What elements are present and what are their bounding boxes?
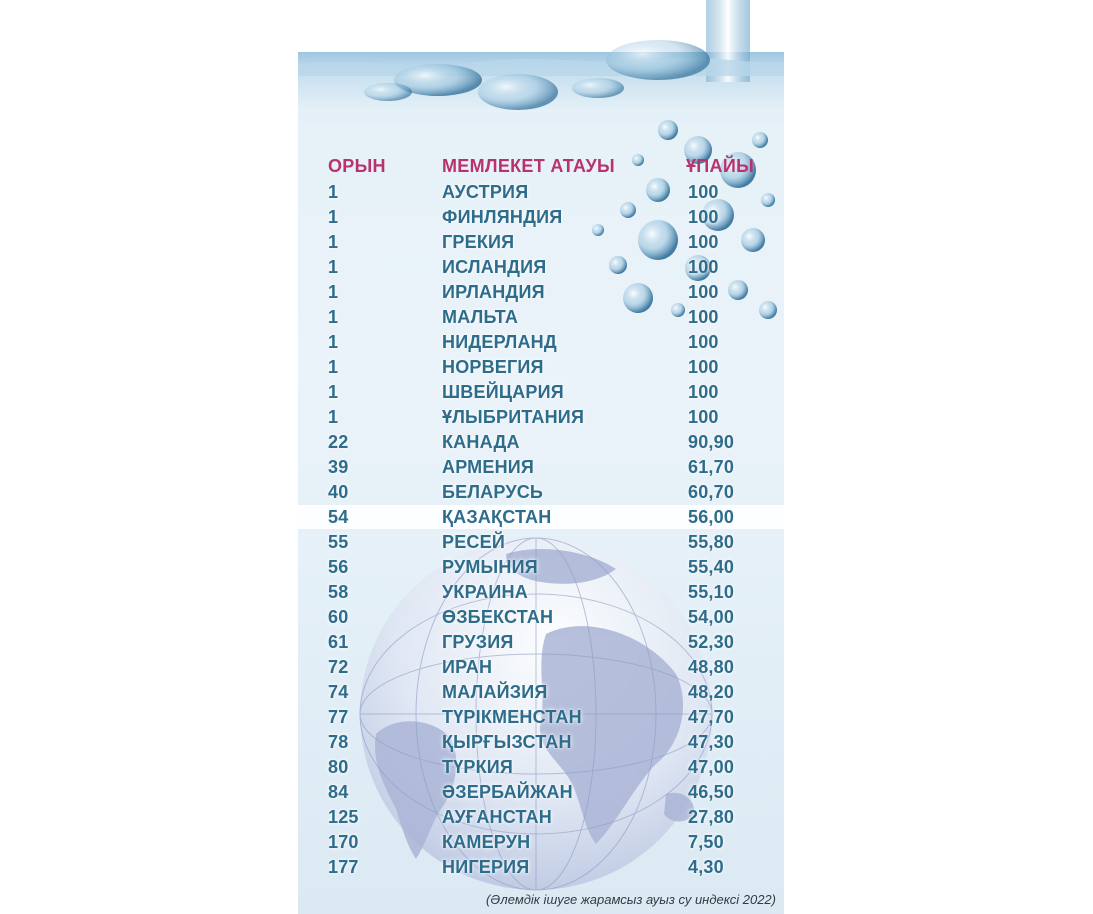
table-row: [298, 205, 784, 230]
row-country: РЕСЕЙ: [442, 532, 505, 552]
row-country: МАЛАЙЗИЯ: [442, 682, 548, 702]
table-row: [298, 680, 784, 705]
row-rank: 58: [328, 582, 349, 602]
row-country: БЕЛАРУСЬ: [442, 482, 544, 502]
row-rank: 78: [328, 732, 349, 752]
row-score: 46,50: [688, 782, 735, 802]
table-row: [298, 405, 784, 430]
table-row: [298, 355, 784, 380]
row-score: 100: [688, 382, 719, 402]
table-row: [298, 380, 784, 405]
row-score: 100: [688, 257, 719, 277]
row-country: УКРАИНА: [442, 582, 528, 602]
row-country: НИДЕРЛАНД: [442, 332, 557, 352]
row-country: ШВЕЙЦАРИЯ: [442, 382, 564, 402]
table-row: [298, 305, 784, 330]
row-country: МАЛЬТА: [442, 307, 519, 327]
table-row: [298, 780, 784, 805]
row-rank: 125: [328, 807, 359, 827]
row-score: 47,30: [688, 732, 735, 752]
row-country: РУМЫНИЯ: [442, 557, 538, 577]
table-row: [298, 230, 784, 255]
row-score: 100: [688, 207, 719, 227]
row-score: 48,20: [688, 682, 735, 702]
row-score: 55,40: [688, 557, 735, 577]
row-score: 52,30: [688, 632, 735, 652]
row-score: 55,10: [688, 582, 735, 602]
row-country: ТҮРКИЯ: [442, 757, 514, 777]
row-country: НИГЕРИЯ: [442, 857, 530, 877]
table-row: [298, 655, 784, 680]
row-country: ҰЛЫБРИТАНИЯ: [442, 407, 585, 427]
row-rank: 1: [328, 232, 339, 252]
row-score: 100: [688, 282, 719, 302]
row-rank: 72: [328, 657, 349, 677]
row-country: КАМЕРУН: [442, 832, 531, 852]
row-score: 100: [688, 357, 719, 377]
row-country: ГРЕКИЯ: [442, 232, 515, 252]
infographic-poster: [298, 0, 784, 914]
row-score: 61,70: [688, 457, 735, 477]
row-rank: 74: [328, 682, 349, 702]
table-row: [298, 605, 784, 630]
row-rank: 54: [328, 507, 349, 527]
row-rank: 22: [328, 432, 349, 452]
row-country: АУҒАНСТАН: [442, 807, 552, 827]
row-score: 54,00: [688, 607, 735, 627]
row-score: 47,00: [688, 757, 735, 777]
row-score: 100: [688, 407, 719, 427]
row-rank: 177: [328, 857, 359, 877]
row-rank: 39: [328, 457, 349, 477]
ranking-table: [298, 180, 784, 880]
row-country: ҚЫРҒЫЗСТАН: [442, 732, 572, 752]
row-rank: 1: [328, 382, 339, 402]
row-country: АУСТРИЯ: [442, 182, 529, 202]
row-country: ИРАН: [442, 657, 493, 677]
row-rank: 60: [328, 607, 349, 627]
row-rank: 84: [328, 782, 349, 802]
row-rank: 1: [328, 207, 339, 227]
table-row: [298, 180, 784, 205]
table-row: [298, 455, 784, 480]
table-row: [298, 280, 784, 305]
row-score: 56,00: [688, 507, 735, 527]
source-note: (Әлемдік ішуге жарамсыз ауыз су индексі 2022): [485, 892, 776, 907]
row-country: ӘЗЕРБАЙЖАН: [442, 782, 573, 802]
row-rank: 80: [328, 757, 349, 777]
row-rank: 1: [328, 282, 339, 302]
row-score: 60,70: [688, 482, 735, 502]
row-country: НОРВЕГИЯ: [442, 357, 544, 377]
row-score: 100: [688, 332, 719, 352]
row-rank: 1: [328, 407, 339, 427]
row-rank: 1: [328, 182, 339, 202]
row-country: ФИНЛЯНДИЯ: [442, 207, 563, 227]
row-country: ГРУЗИЯ: [442, 632, 514, 652]
row-rank: 170: [328, 832, 359, 852]
row-score: 48,80: [688, 657, 735, 677]
table-row: [298, 730, 784, 755]
row-rank: 1: [328, 257, 339, 277]
header-rank: ОРЫН: [328, 156, 386, 176]
table-row: [298, 505, 784, 530]
table-row: [298, 530, 784, 555]
row-rank: 56: [328, 557, 349, 577]
row-score: 7,50: [688, 832, 724, 852]
row-country: ТҮРІКМЕНСТАН: [442, 707, 582, 727]
table-row: [298, 855, 784, 880]
row-country: АРМЕНИЯ: [442, 457, 535, 477]
row-rank: 77: [328, 707, 349, 727]
row-score: 100: [688, 232, 719, 252]
row-rank: 1: [328, 307, 339, 327]
row-rank: 40: [328, 482, 349, 502]
row-rank: 1: [328, 357, 339, 377]
table-row: [298, 630, 784, 655]
row-score: 27,80: [688, 807, 735, 827]
row-rank: 1: [328, 332, 339, 352]
table-row: [298, 755, 784, 780]
table-row: [298, 555, 784, 580]
row-score: 47,70: [688, 707, 735, 727]
table-row: [298, 255, 784, 280]
row-rank: 55: [328, 532, 349, 552]
table-row: [298, 830, 784, 855]
table-row: [298, 805, 784, 830]
table-row: [298, 480, 784, 505]
row-country: ӨЗБЕКСТАН: [442, 607, 554, 627]
table-row: [298, 430, 784, 455]
row-score: 55,80: [688, 532, 735, 552]
table-row: [298, 330, 784, 355]
row-score: 100: [688, 307, 719, 327]
table-row: [298, 705, 784, 730]
row-score: 100: [688, 182, 719, 202]
row-rank: 61: [328, 632, 349, 652]
row-country: ИРЛАНДИЯ: [442, 282, 545, 302]
header-country: МЕМЛЕКЕТ АТАУЫ: [442, 156, 615, 176]
header-score: ҰПАЙЫ: [686, 156, 755, 176]
row-country: КАНАДА: [442, 432, 520, 452]
row-score: 4,30: [688, 857, 724, 877]
row-score: 90,90: [688, 432, 735, 452]
table-row: [298, 580, 784, 605]
row-country: ҚАЗАҚСТАН: [442, 507, 552, 527]
row-country: ИСЛАНДИЯ: [442, 257, 547, 277]
